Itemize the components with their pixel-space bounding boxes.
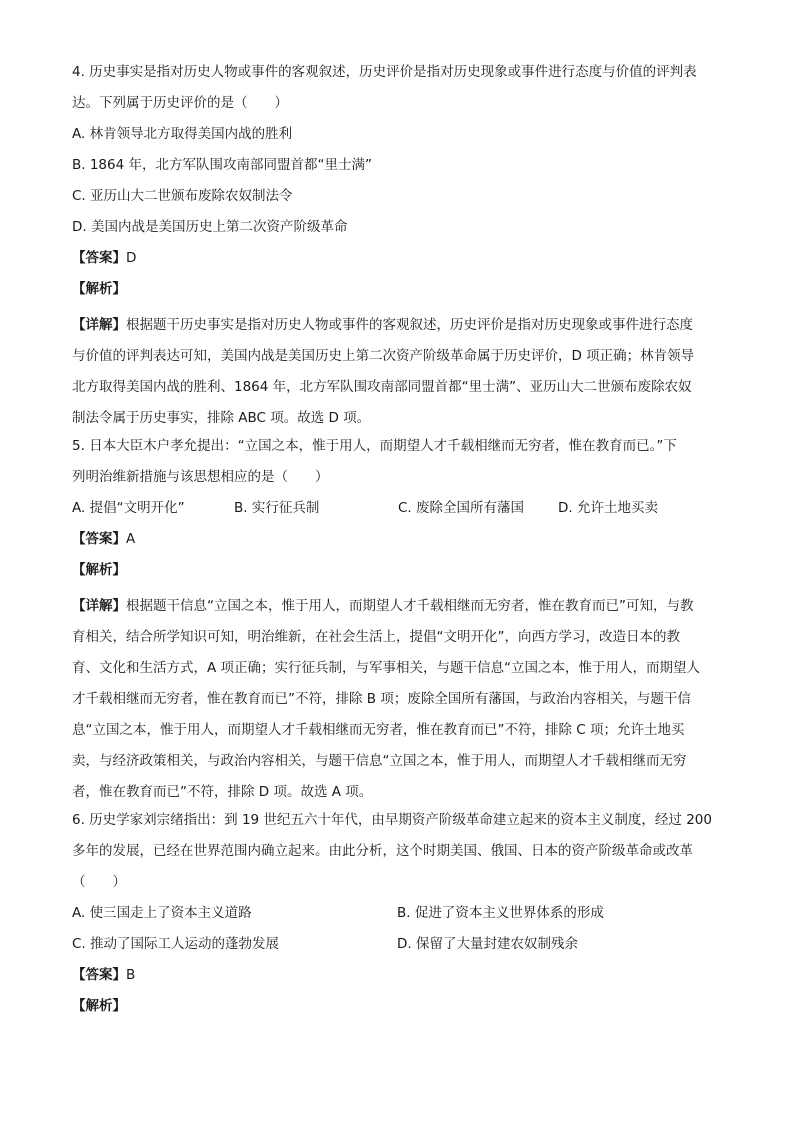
q5-option-d: D. 允许土地买卖 xyxy=(558,500,658,516)
q6-options-row-1 xyxy=(72,903,722,924)
answer-value: D xyxy=(126,250,137,266)
answer-tag: 【答案】 xyxy=(72,531,126,547)
q4-analysis-tag: 【解析】 xyxy=(72,281,126,297)
answer-tag: 【答案】 xyxy=(72,967,126,983)
q5-detail xyxy=(72,591,722,808)
q6-stem-line-2: 多年的发展，已经在世界范围内确立起来。由此分析，这个时期美国、俄国、日本的资产阶级革命或改革 xyxy=(72,843,693,859)
answer-value: A xyxy=(126,531,136,547)
q5-detail-line-5: 息“立国之本，惟于用人，而期望人才千载相继而无穷者，惟在教育而已”不符，排除 C 项；允许土地买 xyxy=(72,722,685,738)
q6-stem-line-1: 6. 历史学家刘宗绪指出：到 19 世纪五六十年代，由早期资产阶级革命建立起来的资本主义制度，经过 200 xyxy=(72,812,712,828)
q4-answer xyxy=(72,248,722,269)
q6-options-row-2 xyxy=(72,934,722,955)
question-6 xyxy=(72,810,722,1017)
detail-tag: 【详解】 xyxy=(72,317,126,333)
q4-detail-line-1: 根据题干历史事实是指对历史人物或事件的客观叙述，历史评价是指对历史现象或事件进行态度 xyxy=(126,317,693,333)
q5-analysis-tag: 【解析】 xyxy=(72,562,126,578)
detail-tag: 【详解】 xyxy=(72,598,126,614)
q5-option-c: C. 废除全国所有藩国 xyxy=(398,500,525,516)
question-4 xyxy=(72,62,722,434)
question-5 xyxy=(72,436,722,808)
q6-option-a: A. 使三国走上了资本主义道路 xyxy=(72,905,252,921)
q5-answer xyxy=(72,529,722,550)
q4-detail-line-2: 与价值的评判表达可知，美国内战是美国历史上第二次资产阶级革命属于历史评价，D 项正确；林肯领导 xyxy=(72,348,695,364)
q4-option-a: A. 林肯领导北方取得美国内战的胜利 xyxy=(72,126,293,142)
q5-stem-line-2: 列明治维新措施与该思想相应的是（ ） xyxy=(72,469,329,485)
q5-detail-line-1: 根据题干信息“立国之本，惟于用人，而期望人才千载相继而无穷者，惟在教育而已”可知，与教 xyxy=(126,598,694,614)
q4-stem-line-1: 4. 历史事实是指对历史人物或事件的客观叙述，历史评价是指对历史现象或事件进行态度与价值的评判表 xyxy=(72,64,697,80)
q5-option-b: B. 实行征兵制 xyxy=(234,500,320,516)
q4-option-b: B. 1864 年，北方军队围攻南部同盟首都“里士满” xyxy=(72,157,372,173)
q6-option-b: B. 促进了资本主义世界体系的形成 xyxy=(397,905,604,921)
q6-answer xyxy=(72,965,722,986)
q5-detail-line-3: 育、文化和生活方式，A 项正确；实行征兵制，与军事相关，与题干信息“立国之本，惟于用人，而期望人 xyxy=(72,660,701,676)
q4-option-c: C. 亚历山大二世颁布废除农奴制法令 xyxy=(72,188,293,204)
q5-detail-line-7: 者，惟在教育而已”不符，排除 D 项。故选 A 项。 xyxy=(72,784,373,800)
q5-option-a: A. 提倡“文明开化” xyxy=(72,500,185,516)
q6-option-d: D. 保留了大量封建农奴制残余 xyxy=(397,936,578,952)
q5-detail-line-2: 育相关，结合所学知识可知，明治维新，在社会生活上，提倡“文明开化”，向西方学习，改造日本的教 xyxy=(72,629,680,645)
q6-option-c: C. 推动了国际工人运动的蓬勃发展 xyxy=(72,936,280,952)
q5-detail-line-4: 才千载相继而无穷者，惟在教育而已”不符，排除 B 项；废除全国所有藩国，与政治内容相关，与题干信 xyxy=(72,691,691,707)
q4-detail xyxy=(72,310,722,434)
answer-value: B xyxy=(126,967,136,983)
q5-detail-line-6: 卖，与经济政策相关，与政治内容相关，与题干信息“立国之本，惟于用人，而期望人才千载相继而无穷 xyxy=(72,753,687,769)
q5-stem-line-1: 5. 日本大臣木户孝允提出：“立国之本，惟于用人，而期望人才千载相继而无穷者，惟在教育而已。”下 xyxy=(72,438,677,454)
q4-detail-line-3: 北方取得美国内战的胜利、1864 年，北方军队围攻南部同盟首都“里士满”、亚历山大二世颁布废除农奴 xyxy=(72,379,692,395)
answer-tag: 【答案】 xyxy=(72,250,126,266)
q4-option-d: D. 美国内战是美国历史上第二次资产阶级革命 xyxy=(72,219,348,235)
document-page xyxy=(72,62,722,1027)
q6-analysis-tag: 【解析】 xyxy=(72,998,126,1014)
q4-stem-line-2: 达。下列属于历史评价的是（ ） xyxy=(72,95,288,111)
q5-options xyxy=(72,498,722,519)
q6-stem-line-3: （ ） xyxy=(72,874,126,890)
q4-detail-line-4: 制法令属于历史事实，排除 ABC 项。故选 D 项。 xyxy=(72,410,371,426)
